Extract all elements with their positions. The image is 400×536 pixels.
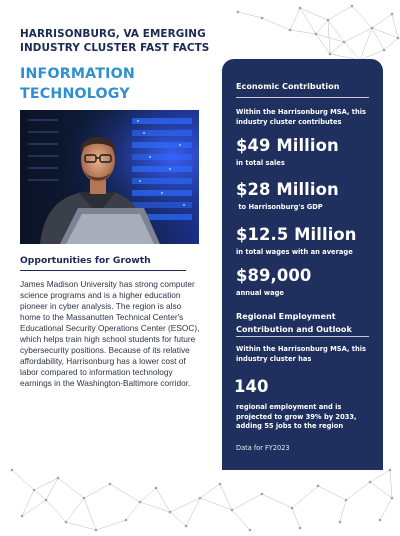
network-node [383, 49, 386, 52]
network-line [372, 14, 392, 28]
network-line [126, 502, 140, 520]
network-line [392, 14, 398, 38]
network-node [231, 509, 234, 512]
network-node [109, 483, 112, 486]
network-node [371, 27, 374, 30]
network-line [46, 500, 66, 522]
network-line [232, 494, 262, 510]
network-node [327, 19, 330, 22]
stat-average-wage-label: annual wage [236, 289, 284, 297]
network-node [139, 501, 142, 504]
stat-wages-label: in total wages with an average [236, 248, 353, 256]
stat-wages-value: $12.5 Million [236, 225, 357, 244]
network-node [261, 493, 264, 496]
network-line [34, 490, 46, 500]
technician-server-photo [20, 110, 199, 244]
network-node [317, 485, 320, 488]
network-line [232, 510, 250, 530]
network-line [292, 486, 318, 508]
stat-gdp-label: to Harrisonburg's GDP [236, 203, 323, 211]
network-line [110, 484, 140, 502]
network-node [315, 33, 318, 36]
employment-divider [236, 336, 369, 337]
network-node [339, 521, 342, 524]
page-title: HARRISONBURG, VA EMERGING INDUSTRY CLUSTER FAST FACTS [20, 28, 210, 54]
network-line [262, 494, 292, 508]
network-node [237, 11, 240, 14]
network-line [360, 28, 372, 60]
network-line [84, 484, 110, 498]
network-node [391, 13, 394, 16]
network-line [346, 482, 370, 500]
growth-divider [20, 270, 186, 271]
network-node [397, 37, 400, 40]
network-line [372, 28, 398, 38]
network-line [170, 512, 186, 526]
network-line [372, 28, 384, 50]
network-line [316, 20, 328, 34]
network-line [380, 498, 392, 520]
network-line [300, 8, 316, 34]
network-node [21, 515, 24, 518]
network-line [200, 484, 220, 498]
stat-average-wage-value: $89,000 [236, 266, 312, 285]
facts-panel [222, 59, 383, 470]
network-line [292, 508, 300, 528]
network-line [316, 34, 330, 54]
network-line [66, 522, 96, 530]
network-node [329, 53, 332, 56]
network-node [33, 489, 36, 492]
network-line [140, 488, 156, 502]
employment-heading: Regional Employment Contribution and Outlook [236, 311, 352, 334]
network-node [261, 17, 264, 20]
economic-heading: Economic Contribution [236, 81, 340, 91]
network-node [299, 7, 302, 10]
stat-total-sales-label: in total sales [236, 159, 285, 167]
network-line [384, 38, 398, 50]
network-line [328, 20, 330, 54]
network-line [330, 42, 344, 54]
network-line [370, 482, 392, 498]
stat-total-sales-value: $49 Million [236, 136, 339, 155]
network-node [57, 477, 60, 480]
network-node [345, 499, 348, 502]
network-line [352, 6, 372, 28]
network-node [249, 529, 252, 532]
network-line [340, 500, 346, 522]
network-node [83, 497, 86, 500]
network-node [219, 483, 222, 486]
network-node [291, 507, 294, 510]
network-line [370, 470, 390, 482]
network-line [186, 498, 200, 526]
network-line [140, 502, 170, 512]
network-node [299, 527, 302, 530]
economic-divider [236, 97, 369, 98]
network-line [300, 8, 328, 20]
network-line [34, 478, 58, 490]
network-line [46, 478, 58, 500]
network-line [318, 486, 346, 500]
network-node [155, 487, 158, 490]
network-node [65, 521, 68, 524]
network-node [351, 5, 354, 8]
network-node [45, 499, 48, 502]
network-line [66, 498, 84, 522]
network-line [58, 478, 84, 498]
network-line [96, 520, 126, 530]
economic-intro: Within the Harrisonburg MSA, this industry cluster contributes [236, 108, 366, 126]
stat-gdp-value: $28 Million [236, 180, 339, 199]
network-line [390, 470, 392, 498]
network-line [262, 18, 290, 30]
cluster-name: INFORMATION TECHNOLOGY [20, 66, 135, 102]
network-line [12, 470, 34, 490]
employment-intro: Within the Harrisonburg MSA, this industry cluster has [236, 345, 366, 363]
network-node [125, 519, 128, 522]
network-node [379, 519, 382, 522]
network-line [316, 34, 344, 42]
data-year-note: Data for FY2023 [236, 444, 290, 452]
network-node [389, 469, 392, 472]
network-node [343, 41, 346, 44]
network-node [369, 481, 372, 484]
network-line [290, 8, 300, 30]
network-line [170, 498, 200, 512]
growth-paragraph: James Madison University has strong computer science programs and is a higher education pioneer in cyber analysis. The region is also home to the Massanutten Technical Center's Educational Security Operations Center (ESOC), which helps train high school students for future cybersecurity positions. Because of its relative affordability, Harrisonburg has a lower cost of labor compared to information technology earnings in the Washington-Baltimore corridor. [20, 279, 200, 388]
employment-value: 140 [234, 377, 269, 396]
network-node [11, 469, 14, 472]
network-node [95, 529, 98, 532]
network-node [391, 497, 394, 500]
network-node [289, 29, 292, 32]
network-node [169, 511, 172, 514]
growth-heading: Opportunities for Growth [20, 255, 151, 266]
employment-label: regional employment and is projected to grow 39% by 2033, adding 55 jobs to the region [236, 403, 357, 430]
network-line [238, 12, 262, 18]
network-line [328, 6, 352, 20]
network-line [290, 30, 316, 34]
network-node [199, 497, 202, 500]
network-node [185, 525, 188, 528]
network-line [156, 488, 170, 512]
network-line [328, 20, 344, 42]
network-line [84, 498, 96, 530]
